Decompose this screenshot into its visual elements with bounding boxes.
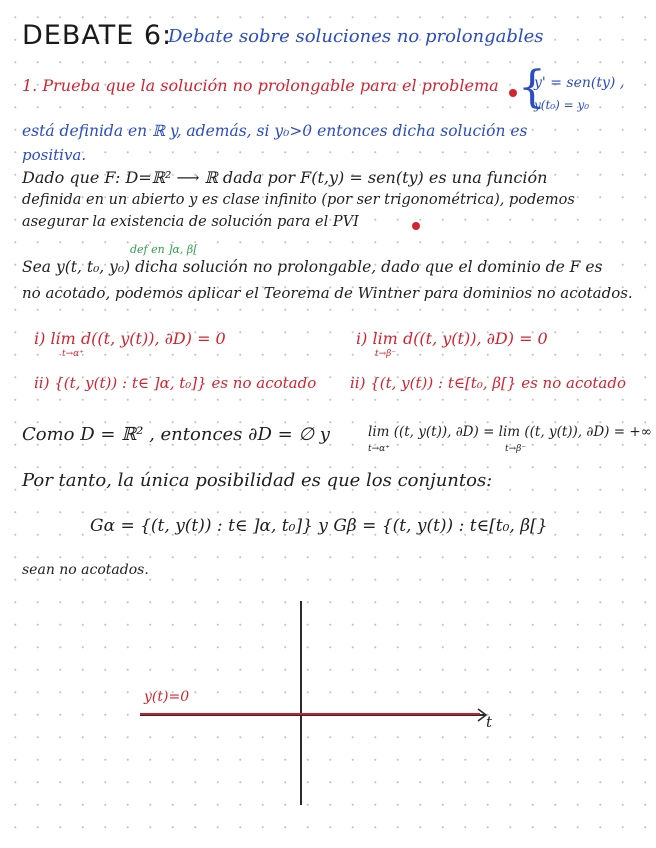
paragraph-2-line-1: Sea y(t, t₀, y₀) dicha solución no prolongable, dado que el dominio de F es: [22, 258, 603, 276]
paragraph-1-line-2: definida en un abierto y es clase infinito (por ser trigonométrica), podemos: [22, 192, 575, 208]
t-axis-label: t: [486, 713, 493, 731]
condition-ii-left: ii) {(t, y(t)) : t∈ ]α, t₀]} es no acotado: [34, 374, 317, 392]
problem-statement-end: está definida en ℝ y, además, si y₀>0 entonces dicha solución es: [22, 122, 528, 140]
system-brace: {: [518, 62, 546, 113]
conclusion-line: Por tanto, la única posibilidad es que los conjuntos:: [22, 470, 493, 491]
problem-statement-start: 1. Prueba que la solución no prolongable para el problema: [22, 76, 499, 95]
sets-definition: Gα = {(t, y(t)) : t∈ ]α, t₀]} y Gβ = {(t, y(t)) : t∈[t₀, β[}: [90, 516, 548, 536]
condition-i-left: i) lim d((t, y(t)), ∂D) = 0: [34, 329, 226, 348]
system-equation-2: y(t₀) = y₀: [534, 98, 590, 112]
unbounded-statement: sean no acotados.: [22, 562, 149, 578]
como-limits: lim ((t, y(t)), ∂D) = lim ((t, y(t)), ∂D) = +∞: [368, 424, 652, 440]
condition-i-right-subscript: t→β⁻: [375, 349, 397, 359]
como-limit-subscript-2: t→β⁻: [505, 444, 527, 454]
paragraph-2-line-2: no acotado, podemos aplicar el Teorema de Wintner para dominios no acotados.: [22, 284, 633, 302]
paragraph-1-line-3: asegurar la existencia de solución para el PVI: [22, 214, 359, 230]
domain-annotation: def en ]α, β[: [130, 243, 198, 256]
debate-title: Debate sobre soluciones no prolongables: [168, 26, 544, 47]
como-line: Como D = ℝ² , entonces ∂D = ∅ y: [22, 424, 330, 445]
condition-i-left-subscript: t→α⁺: [62, 349, 84, 359]
debate-number: DEBATE 6:: [22, 20, 173, 51]
condition-i-right: i) lim d((t, y(t)), ∂D) = 0: [356, 329, 548, 348]
paragraph-1-line-1: Dado que F: D=ℝ² ⟶ ℝ dada por F(t,y) = sen(ty) es una función: [22, 168, 548, 187]
problem-statement-end-2: positiva.: [22, 146, 87, 164]
curve-label: y(t)=0: [144, 689, 190, 705]
condition-ii-right: ii) {(t, y(t)) : t∈[t₀, β[} es no acotado: [350, 374, 626, 392]
como-limit-subscript-1: t→α⁺: [368, 444, 390, 454]
system-equation-1: y' = sen(ty) ,: [534, 75, 625, 91]
